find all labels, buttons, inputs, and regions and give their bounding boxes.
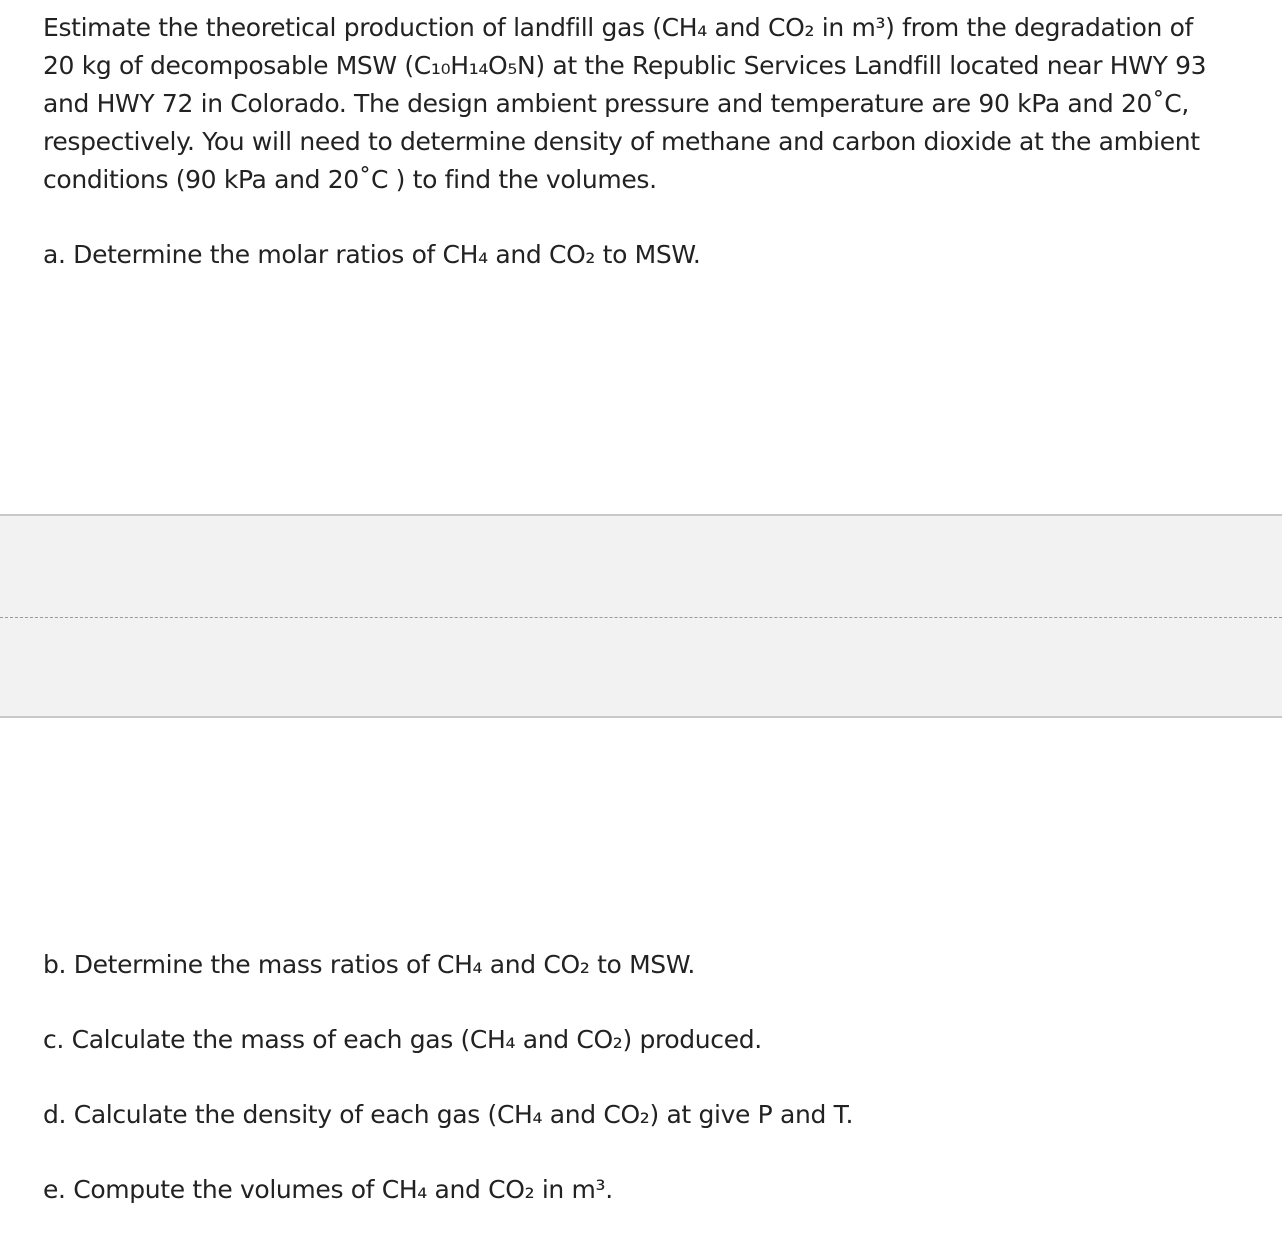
page-break-band (0, 514, 1282, 718)
question-e: e. Compute the volumes of CH₄ and CO₂ in m³. (43, 1175, 613, 1204)
question-d: d. Calculate the density of each gas (CH₄ and CO₂) at give P and T. (43, 1100, 854, 1129)
problem-line: conditions (90 kPa and 20˚C ) to find the volumes. (43, 165, 657, 194)
problem-line: respectively. You will need to determine density of methane and carbon dioxide at the ambient (43, 127, 1200, 156)
question-a: a. Determine the molar ratios of CH₄ and CO₂ to MSW. (43, 240, 701, 269)
problem-line: Estimate the theoretical production of landfill gas (CH₄ and CO₂ in m³) from the degradation of (43, 13, 1194, 42)
problem-statement (43, 9, 1263, 199)
page-break-divider (0, 617, 1282, 618)
question-c: c. Calculate the mass of each gas (CH₄ and CO₂) produced. (43, 1025, 762, 1054)
problem-line: and HWY 72 in Colorado. The design ambient pressure and temperature are 90 kPa and 20˚C, (43, 89, 1189, 118)
problem-line: 20 kg of decomposable MSW (C₁₀H₁₄O₅N) at the Republic Services Landfill located near HWY 93 (43, 51, 1207, 80)
question-b: b. Determine the mass ratios of CH₄ and CO₂ to MSW. (43, 950, 695, 979)
